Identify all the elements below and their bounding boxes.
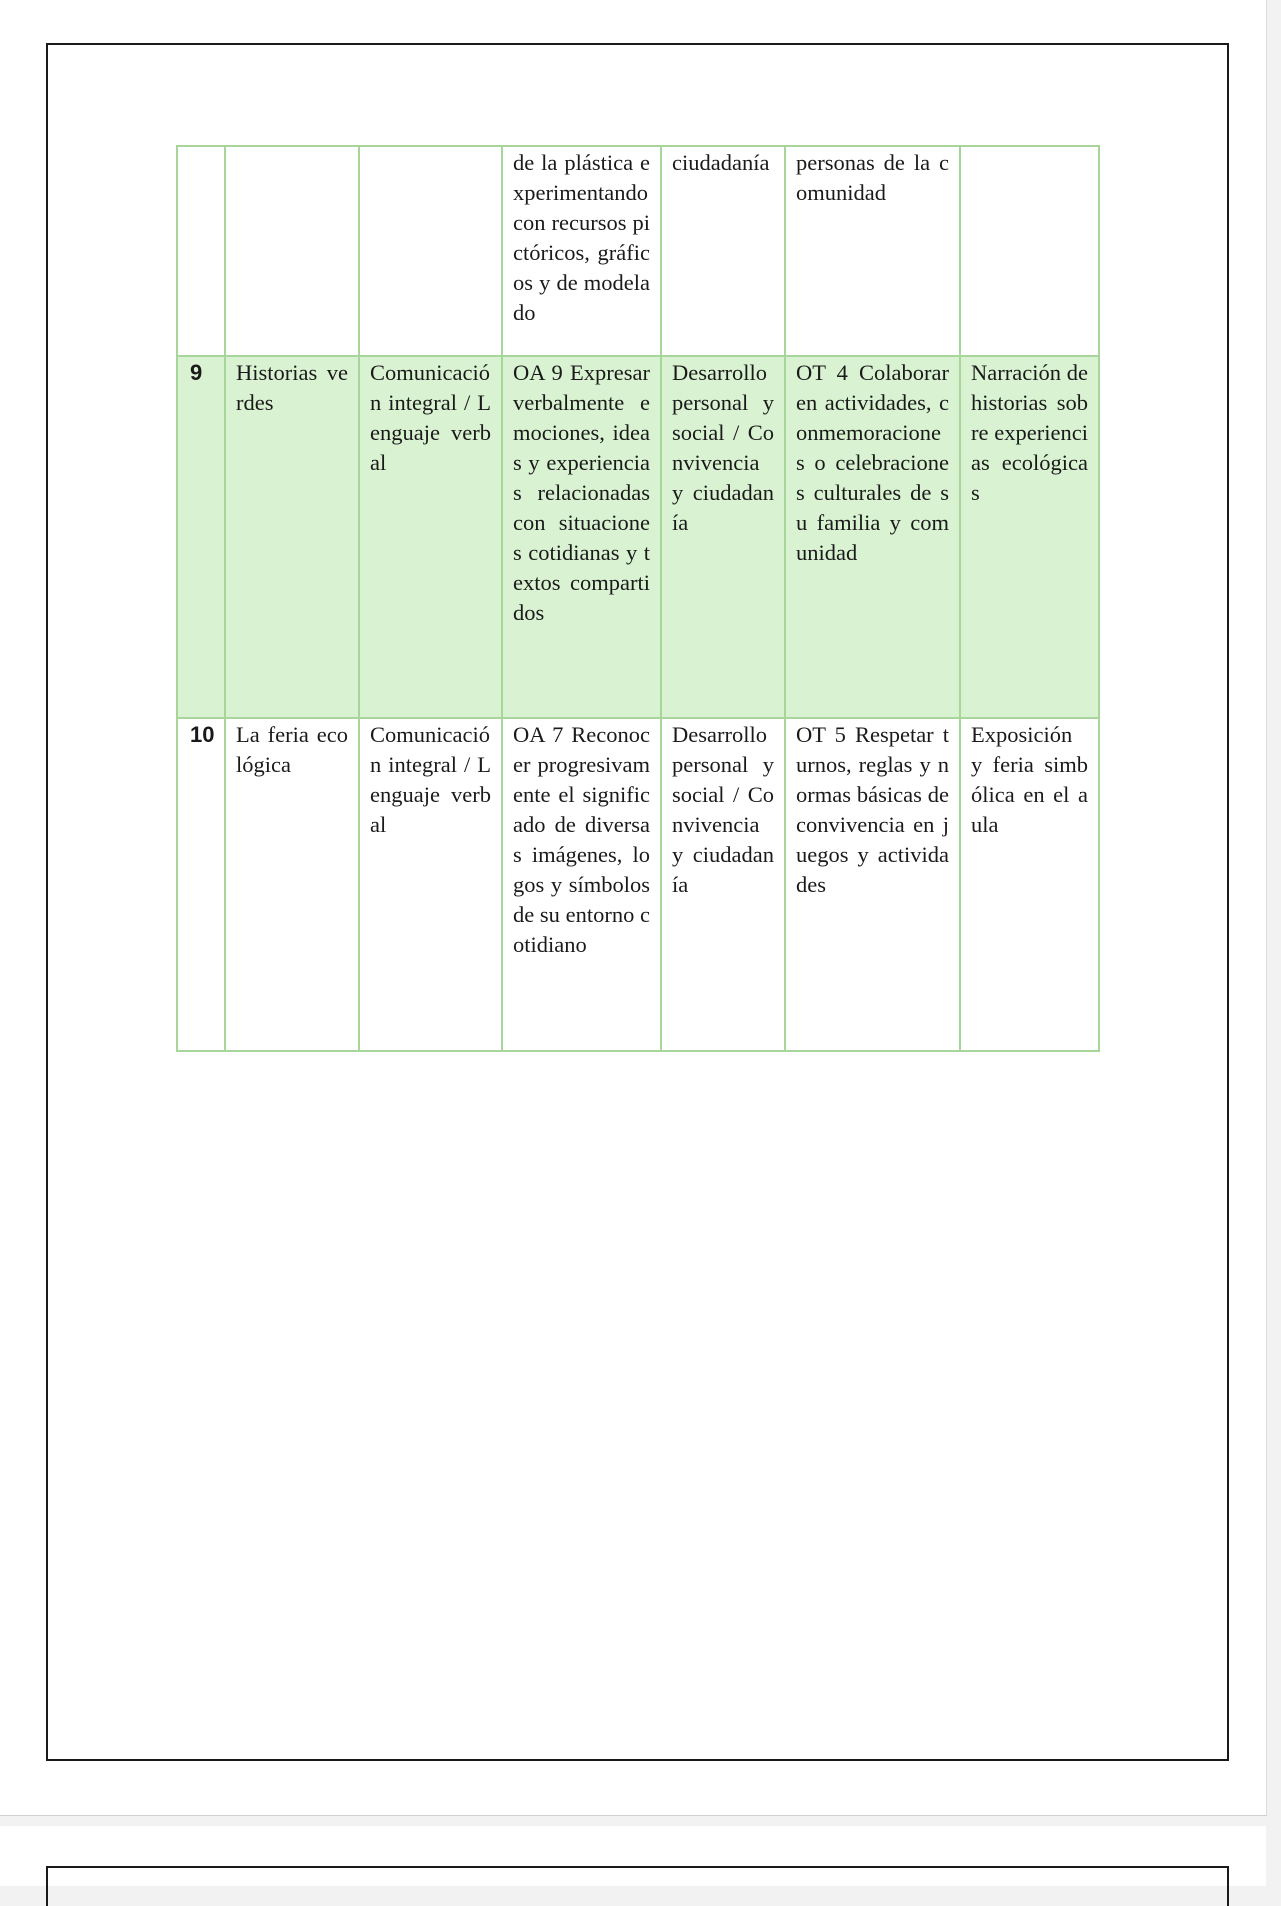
evaluation-cell [960, 146, 1099, 356]
activity-cell: La feria ecológica [225, 718, 359, 1051]
oa-cell: OA 7 Reconocer progresivamente el significado de diversas imágenes, logos y símbolos de su entorno cotidiano [502, 718, 661, 1051]
ambito-ot-cell: Desarrollo personal y social / Convivencia y ciudadanía [661, 718, 785, 1051]
ot-cell: OT 4 Colaborar en actividades, conmemoraciones o celebraciones culturales de su familia y comunidad [785, 356, 960, 718]
row-number-cell: 9 [177, 356, 225, 718]
table-row-10 [177, 718, 1099, 1051]
planning-table [176, 145, 1100, 1052]
oa-cell: de la plástica experimentando con recursos pictóricos, gráficos y de modelado [502, 146, 661, 356]
evaluation-cell: Narración de historias sobre experiencias ecológicas [960, 356, 1099, 718]
activity-cell: Historias verdes [225, 356, 359, 718]
row-number-cell [177, 146, 225, 356]
oa-cell: OA 9 Expresar verbalmente emociones, ideas y experiencias relacionadas con situaciones cotidianas y textos compartidos [502, 356, 661, 718]
table-row-continued [177, 146, 1099, 356]
table-row-9 [177, 356, 1099, 718]
next-page-border-frame [46, 1866, 1229, 1906]
ot-cell: OT 5 Respetar turnos, reglas y normas básicas de convivencia en juegos y actividades [785, 718, 960, 1051]
activity-cell [225, 146, 359, 356]
ambito-cell: Comunicación integral / Lenguaje verbal [359, 356, 502, 718]
ambito-cell [359, 146, 502, 356]
ambito-ot-cell: ciudadanía [661, 146, 785, 356]
row-number-cell: 10 [177, 718, 225, 1051]
ot-cell: personas de la comunidad [785, 146, 960, 356]
ambito-ot-cell: Desarrollo personal y social / Convivencia y ciudadanía [661, 356, 785, 718]
ambito-cell: Comunicación integral / Lenguaje verbal [359, 718, 502, 1051]
evaluation-cell: Exposición y feria simbólica en el aula [960, 718, 1099, 1051]
next-document-page [0, 1826, 1266, 1886]
